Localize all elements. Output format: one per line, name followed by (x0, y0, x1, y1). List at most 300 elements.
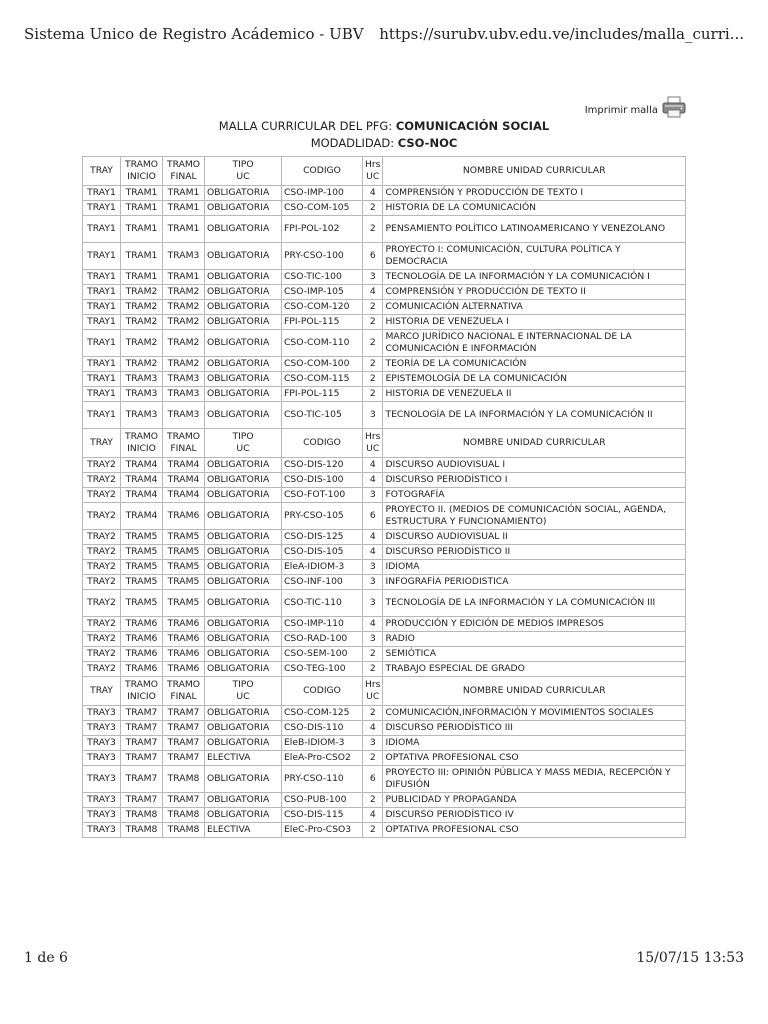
cell-tramo-final: TRAM7 (163, 706, 205, 721)
table-row (83, 186, 686, 201)
table-row (83, 243, 686, 270)
cell-hrs-uc: 3 (363, 560, 383, 575)
cell-tipo-uc: OBLIGATORIA (205, 372, 282, 387)
cell-tipo-uc: ELECTIVA (205, 751, 282, 766)
cell-tramo-inicio: TRAM2 (121, 285, 163, 300)
cell-nombre-uc: TEORÍA DE LA COMUNICACIÓN (383, 357, 686, 372)
cell-tipo-uc: OBLIGATORIA (205, 488, 282, 503)
cell-tray: TRAY1 (83, 285, 121, 300)
cell-nombre-uc: PROYECTO III: OPINIÓN PÚBLICA Y MASS MEDIA, RECEPCIÓN Y DIFUSIÓN (383, 766, 686, 793)
cell-tramo-inicio: TRAM7 (121, 793, 163, 808)
cell-tramo-final: TRAM8 (163, 808, 205, 823)
cell-tipo-uc: OBLIGATORIA (205, 300, 282, 315)
cell-tramo-final: TRAM4 (163, 473, 205, 488)
cell-tipo-uc: OBLIGATORIA (205, 808, 282, 823)
cell-tramo-inicio: TRAM7 (121, 736, 163, 751)
cell-tipo-uc: OBLIGATORIA (205, 793, 282, 808)
col-nombre-uc-header: NOMBRE UNIDAD CURRICULAR (383, 677, 686, 706)
cell-nombre-uc: MARCO JURÍDICO NACIONAL E INTERNACIONAL DE LA COMUNICACIÓN E INFORMACIÓN (383, 330, 686, 357)
cell-tray: TRAY2 (83, 458, 121, 473)
cell-hrs-uc: 4 (363, 473, 383, 488)
cell-tipo-uc: OBLIGATORIA (205, 721, 282, 736)
cell-tipo-uc: OBLIGATORIA (205, 285, 282, 300)
printer-icon[interactable] (662, 96, 686, 118)
cell-tramo-inicio: TRAM5 (121, 575, 163, 590)
malla-table-body (83, 157, 686, 838)
cell-tramo-final: TRAM5 (163, 530, 205, 545)
table-row (83, 590, 686, 617)
cell-codigo: CSO-IMP-105 (282, 285, 363, 300)
cell-nombre-uc: PENSAMIENTO POLÍTICO LATINOAMERICANO Y VENEZOLANO (383, 216, 686, 243)
cell-hrs-uc: 3 (363, 270, 383, 285)
cell-tray: TRAY2 (83, 590, 121, 617)
cell-tray: TRAY3 (83, 706, 121, 721)
table-header-row (83, 429, 686, 458)
cell-tramo-final: TRAM3 (163, 372, 205, 387)
cell-tramo-inicio: TRAM2 (121, 357, 163, 372)
cell-codigo: CSO-RAD-100 (282, 632, 363, 647)
malla-curricular-table (82, 156, 686, 838)
cell-nombre-uc: COMUNICACIÓN,INFORMACIÓN Y MOVIMIENTOS SOCIALES (383, 706, 686, 721)
table-row (83, 315, 686, 330)
cell-tray: TRAY1 (83, 357, 121, 372)
cell-tray: TRAY1 (83, 300, 121, 315)
cell-tramo-inicio: TRAM5 (121, 545, 163, 560)
table-row (83, 270, 686, 285)
cell-tramo-final: TRAM6 (163, 662, 205, 677)
cell-tipo-uc: OBLIGATORIA (205, 617, 282, 632)
table-row (83, 736, 686, 751)
cell-tramo-inicio: TRAM1 (121, 186, 163, 201)
table-row (83, 545, 686, 560)
cell-tray: TRAY3 (83, 736, 121, 751)
cell-tray: TRAY1 (83, 372, 121, 387)
cell-codigo: CSO-COM-120 (282, 300, 363, 315)
cell-codigo: CSO-COM-125 (282, 706, 363, 721)
cell-tramo-inicio: TRAM8 (121, 823, 163, 838)
col-tramo-inicio-header: TRAMO INICIO (121, 429, 163, 458)
cell-hrs-uc: 6 (363, 503, 383, 530)
cell-tramo-inicio: TRAM6 (121, 632, 163, 647)
cell-tray: TRAY2 (83, 503, 121, 530)
col-codigo-header: CODIGO (282, 677, 363, 706)
cell-codigo: FPI-POL-115 (282, 387, 363, 402)
cell-tray: TRAY3 (83, 793, 121, 808)
cell-codigo: CSO-DIS-115 (282, 808, 363, 823)
cell-hrs-uc: 4 (363, 617, 383, 632)
cell-tipo-uc: OBLIGATORIA (205, 530, 282, 545)
cell-nombre-uc: PROYECTO I: COMUNICACIÓN, CULTURA POLÍTICA Y DEMOCRACIA (383, 243, 686, 270)
cell-tipo-uc: OBLIGATORIA (205, 473, 282, 488)
cell-nombre-uc: TECNOLOGÍA DE LA INFORMACIÓN Y LA COMUNICACIÓN I (383, 270, 686, 285)
cell-codigo: CSO-COM-110 (282, 330, 363, 357)
cell-nombre-uc: DISCURSO PERIODÍSTICO IV (383, 808, 686, 823)
cell-nombre-uc: INFOGRAFÍA PERIODISTICA (383, 575, 686, 590)
cell-tray: TRAY3 (83, 721, 121, 736)
cell-nombre-uc: IDIOMA (383, 560, 686, 575)
cell-tramo-final: TRAM8 (163, 823, 205, 838)
cell-nombre-uc: PROYECTO II. (MEDIOS DE COMUNICACIÓN SOCIAL, AGENDA, ESTRUCTURA Y FUNCIONAMIENTO) (383, 503, 686, 530)
cell-hrs-uc: 2 (363, 793, 383, 808)
cell-tray: TRAY2 (83, 575, 121, 590)
col-tray-header: TRAY (83, 429, 121, 458)
cell-tramo-inicio: TRAM4 (121, 503, 163, 530)
table-row (83, 503, 686, 530)
cell-tramo-inicio: TRAM2 (121, 330, 163, 357)
cell-tramo-final: TRAM6 (163, 503, 205, 530)
cell-codigo: CSO-IMP-110 (282, 617, 363, 632)
col-tipo-uc-header: TIPO UC (205, 429, 282, 458)
table-row (83, 721, 686, 736)
table-row (83, 300, 686, 315)
table-row (83, 387, 686, 402)
cell-nombre-uc: IDIOMA (383, 736, 686, 751)
pfg-label: MALLA CURRICULAR DEL PFG: (218, 119, 396, 133)
cell-tipo-uc: OBLIGATORIA (205, 647, 282, 662)
cell-nombre-uc: DISCURSO PERIODÍSTICO III (383, 721, 686, 736)
cell-codigo: CSO-IMP-100 (282, 186, 363, 201)
cell-codigo: CSO-DIS-125 (282, 530, 363, 545)
cell-tramo-final: TRAM5 (163, 575, 205, 590)
cell-tray: TRAY2 (83, 632, 121, 647)
table-row (83, 793, 686, 808)
cell-codigo: CSO-TIC-100 (282, 270, 363, 285)
cell-tramo-final: TRAM8 (163, 766, 205, 793)
cell-codigo: CSO-TEG-100 (282, 662, 363, 677)
cell-codigo: PRY-CSO-100 (282, 243, 363, 270)
cell-nombre-uc: PUBLICIDAD Y PROPAGANDA (383, 793, 686, 808)
table-header-row (83, 157, 686, 186)
cell-tipo-uc: OBLIGATORIA (205, 662, 282, 677)
cell-tramo-inicio: TRAM7 (121, 766, 163, 793)
cell-tramo-inicio: TRAM2 (121, 315, 163, 330)
cell-codigo: EleA-IDIOM-3 (282, 560, 363, 575)
col-nombre-uc-header: NOMBRE UNIDAD CURRICULAR (383, 157, 686, 186)
table-row (83, 632, 686, 647)
cell-hrs-uc: 2 (363, 330, 383, 357)
cell-tray: TRAY2 (83, 545, 121, 560)
cell-tramo-inicio: TRAM4 (121, 458, 163, 473)
cell-codigo: EleA-Pro-CSO2 (282, 751, 363, 766)
cell-tramo-inicio: TRAM1 (121, 270, 163, 285)
cell-nombre-uc: TRABAJO ESPECIAL DE GRADO (383, 662, 686, 677)
page-header-url: https://surubv.ubv.edu.ve/includes/malla_curri... (379, 25, 744, 43)
cell-nombre-uc: DISCURSO AUDIOVISUAL II (383, 530, 686, 545)
cell-tramo-final: TRAM6 (163, 647, 205, 662)
cell-nombre-uc: TECNOLOGÍA DE LA INFORMACIÓN Y LA COMUNICACIÓN III (383, 590, 686, 617)
cell-tramo-inicio: TRAM4 (121, 473, 163, 488)
cell-codigo: CSO-COM-105 (282, 201, 363, 216)
cell-nombre-uc: TECNOLOGÍA DE LA INFORMACIÓN Y LA COMUNICACIÓN II (383, 402, 686, 429)
cell-tipo-uc: OBLIGATORIA (205, 458, 282, 473)
cell-tramo-final: TRAM2 (163, 315, 205, 330)
cell-codigo: CSO-INF-100 (282, 575, 363, 590)
cell-tramo-final: TRAM2 (163, 357, 205, 372)
cell-tramo-inicio: TRAM6 (121, 617, 163, 632)
table-row (83, 560, 686, 575)
cell-nombre-uc: PRODUCCIÓN Y EDICIÓN DE MEDIOS IMPRESOS (383, 617, 686, 632)
cell-tramo-final: TRAM5 (163, 545, 205, 560)
cell-hrs-uc: 2 (363, 387, 383, 402)
col-tramo-final-header: TRAMO FINAL (163, 429, 205, 458)
cell-hrs-uc: 2 (363, 357, 383, 372)
col-codigo-header: CODIGO (282, 157, 363, 186)
cell-codigo: CSO-TIC-105 (282, 402, 363, 429)
cell-hrs-uc: 6 (363, 243, 383, 270)
cell-tramo-inicio: TRAM2 (121, 300, 163, 315)
cell-tray: TRAY2 (83, 473, 121, 488)
table-row (83, 372, 686, 387)
print-malla-link[interactable] (585, 96, 686, 118)
cell-tramo-final: TRAM2 (163, 330, 205, 357)
table-row (83, 216, 686, 243)
cell-tray: TRAY1 (83, 330, 121, 357)
cell-tramo-inicio: TRAM7 (121, 706, 163, 721)
table-row (83, 488, 686, 503)
cell-tramo-inicio: TRAM8 (121, 808, 163, 823)
cell-hrs-uc: 3 (363, 575, 383, 590)
table-row (83, 530, 686, 545)
malla-titles (82, 118, 686, 152)
cell-nombre-uc: EPISTEMOLOGÍA DE LA COMUNICACIÓN (383, 372, 686, 387)
cell-tray: TRAY3 (83, 823, 121, 838)
cell-tramo-inicio: TRAM3 (121, 402, 163, 429)
table-header-row (83, 677, 686, 706)
cell-tramo-inicio: TRAM6 (121, 662, 163, 677)
cell-tray: TRAY1 (83, 402, 121, 429)
cell-hrs-uc: 2 (363, 823, 383, 838)
cell-tipo-uc: OBLIGATORIA (205, 201, 282, 216)
cell-nombre-uc: COMPRENSIÓN Y PRODUCCIÓN DE TEXTO I (383, 186, 686, 201)
col-nombre-uc-header: NOMBRE UNIDAD CURRICULAR (383, 429, 686, 458)
table-row (83, 458, 686, 473)
cell-tramo-inicio: TRAM5 (121, 560, 163, 575)
cell-nombre-uc: HISTORIA DE VENEZUELA I (383, 315, 686, 330)
col-hrs-uc-header: Hrs UC (363, 429, 383, 458)
table-row (83, 706, 686, 721)
cell-tipo-uc: OBLIGATORIA (205, 315, 282, 330)
cell-nombre-uc: HISTORIA DE VENEZUELA II (383, 387, 686, 402)
cell-hrs-uc: 2 (363, 647, 383, 662)
col-hrs-uc-header: Hrs UC (363, 157, 383, 186)
cell-hrs-uc: 4 (363, 545, 383, 560)
cell-tramo-inicio: TRAM3 (121, 387, 163, 402)
cell-tramo-inicio: TRAM7 (121, 721, 163, 736)
cell-tray: TRAY2 (83, 617, 121, 632)
cell-tipo-uc: OBLIGATORIA (205, 766, 282, 793)
cell-tramo-inicio: TRAM6 (121, 647, 163, 662)
cell-tramo-inicio: TRAM3 (121, 372, 163, 387)
cell-tramo-final: TRAM4 (163, 458, 205, 473)
cell-tray: TRAY2 (83, 647, 121, 662)
cell-tipo-uc: OBLIGATORIA (205, 402, 282, 429)
malla-title-line (82, 118, 686, 135)
cell-tramo-inicio: TRAM1 (121, 243, 163, 270)
cell-nombre-uc: OPTATIVA PROFESIONAL CSO (383, 751, 686, 766)
cell-tramo-final: TRAM7 (163, 751, 205, 766)
table-row (83, 201, 686, 216)
cell-tipo-uc: OBLIGATORIA (205, 632, 282, 647)
table-row (83, 647, 686, 662)
cell-tramo-inicio: TRAM1 (121, 201, 163, 216)
cell-tipo-uc: OBLIGATORIA (205, 706, 282, 721)
cell-tray: TRAY1 (83, 387, 121, 402)
cell-codigo: PRY-CSO-105 (282, 503, 363, 530)
cell-tipo-uc: OBLIGATORIA (205, 270, 282, 285)
cell-tramo-final: TRAM1 (163, 186, 205, 201)
table-row (83, 575, 686, 590)
cell-tramo-final: TRAM1 (163, 270, 205, 285)
cell-tramo-final: TRAM1 (163, 216, 205, 243)
cell-nombre-uc: COMPRENSIÓN Y PRODUCCIÓN DE TEXTO II (383, 285, 686, 300)
table-row (83, 285, 686, 300)
cell-tipo-uc: OBLIGATORIA (205, 387, 282, 402)
col-tramo-final-header: TRAMO FINAL (163, 157, 205, 186)
pfg-name: COMUNICACIÓN SOCIAL (395, 119, 550, 133)
cell-tramo-inicio: TRAM4 (121, 488, 163, 503)
cell-tipo-uc: OBLIGATORIA (205, 545, 282, 560)
cell-tramo-final: TRAM5 (163, 560, 205, 575)
cell-codigo: CSO-SEM-100 (282, 647, 363, 662)
cell-hrs-uc: 4 (363, 186, 383, 201)
cell-hrs-uc: 2 (363, 300, 383, 315)
page-counter: 1 de 6 (24, 950, 68, 966)
col-tray-header: TRAY (83, 157, 121, 186)
cell-tipo-uc: OBLIGATORIA (205, 330, 282, 357)
cell-tramo-final: TRAM2 (163, 285, 205, 300)
cell-hrs-uc: 2 (363, 315, 383, 330)
cell-hrs-uc: 3 (363, 736, 383, 751)
modalidad-label: MODADLIDAD: (310, 136, 398, 150)
cell-nombre-uc: COMUNICACIÓN ALTERNATIVA (383, 300, 686, 315)
print-malla-label[interactable]: Imprimir malla (584, 104, 658, 116)
cell-tipo-uc: OBLIGATORIA (205, 736, 282, 751)
cell-hrs-uc: 6 (363, 766, 383, 793)
cell-tray: TRAY3 (83, 766, 121, 793)
cell-hrs-uc: 4 (363, 808, 383, 823)
cell-codigo: CSO-PUB-100 (282, 793, 363, 808)
table-row (83, 662, 686, 677)
cell-nombre-uc: FOTOGRAFÍA (383, 488, 686, 503)
table-row (83, 330, 686, 357)
cell-codigo: CSO-TIC-110 (282, 590, 363, 617)
cell-tray: TRAY2 (83, 662, 121, 677)
cell-tipo-uc: OBLIGATORIA (205, 575, 282, 590)
page-header-title: Sistema Unico de Registro Acádemico - UBV (24, 25, 364, 43)
cell-tipo-uc: OBLIGATORIA (205, 503, 282, 530)
print-datetime: 15/07/15 13:53 (636, 950, 744, 966)
cell-tramo-final: TRAM4 (163, 488, 205, 503)
cell-hrs-uc: 2 (363, 662, 383, 677)
cell-codigo: PRY-CSO-110 (282, 766, 363, 793)
cell-codigo: CSO-DIS-110 (282, 721, 363, 736)
cell-tramo-inicio: TRAM5 (121, 590, 163, 617)
cell-tipo-uc: OBLIGATORIA (205, 357, 282, 372)
cell-codigo: FPI-POL-102 (282, 216, 363, 243)
cell-codigo: EleB-IDIOM-3 (282, 736, 363, 751)
cell-tramo-inicio: TRAM1 (121, 216, 163, 243)
cell-codigo: EleC-Pro-CSO3 (282, 823, 363, 838)
cell-codigo: CSO-DIS-120 (282, 458, 363, 473)
cell-tipo-uc: OBLIGATORIA (205, 243, 282, 270)
cell-codigo: CSO-COM-100 (282, 357, 363, 372)
cell-tramo-final: TRAM7 (163, 793, 205, 808)
cell-tray: TRAY1 (83, 315, 121, 330)
cell-tray: TRAY2 (83, 560, 121, 575)
cell-tipo-uc: OBLIGATORIA (205, 560, 282, 575)
cell-tramo-final: TRAM1 (163, 201, 205, 216)
col-tramo-final-header: TRAMO FINAL (163, 677, 205, 706)
cell-tray: TRAY3 (83, 751, 121, 766)
cell-hrs-uc: 3 (363, 590, 383, 617)
cell-tray: TRAY1 (83, 243, 121, 270)
cell-nombre-uc: DISCURSO AUDIOVISUAL I (383, 458, 686, 473)
modalidad-value: CSO-NOC (397, 136, 458, 150)
cell-tramo-final: TRAM2 (163, 300, 205, 315)
cell-tray: TRAY1 (83, 270, 121, 285)
cell-tipo-uc: OBLIGATORIA (205, 590, 282, 617)
cell-codigo: FPI-POL-115 (282, 315, 363, 330)
cell-tramo-final: TRAM3 (163, 402, 205, 429)
cell-tray: TRAY3 (83, 808, 121, 823)
col-codigo-header: CODIGO (282, 429, 363, 458)
cell-nombre-uc: HISTORIA DE LA COMUNICACIÓN (383, 201, 686, 216)
cell-hrs-uc: 4 (363, 530, 383, 545)
table-row (83, 751, 686, 766)
cell-tray: TRAY1 (83, 186, 121, 201)
cell-tramo-final: TRAM7 (163, 721, 205, 736)
table-row (83, 808, 686, 823)
cell-hrs-uc: 3 (363, 488, 383, 503)
cell-hrs-uc: 4 (363, 285, 383, 300)
table-row (83, 617, 686, 632)
cell-hrs-uc: 2 (363, 751, 383, 766)
cell-tramo-final: TRAM6 (163, 632, 205, 647)
cell-codigo: CSO-DIS-100 (282, 473, 363, 488)
cell-nombre-uc: DISCURSO PERIODÍSTICO I (383, 473, 686, 488)
cell-hrs-uc: 4 (363, 721, 383, 736)
cell-tray: TRAY2 (83, 488, 121, 503)
col-hrs-uc-header: Hrs UC (363, 677, 383, 706)
col-tramo-inicio-header: TRAMO INICIO (121, 157, 163, 186)
cell-nombre-uc: RADIO (383, 632, 686, 647)
col-tipo-uc-header: TIPO UC (205, 677, 282, 706)
table-row (83, 823, 686, 838)
cell-tramo-final: TRAM5 (163, 590, 205, 617)
col-tipo-uc-header: TIPO UC (205, 157, 282, 186)
cell-tray: TRAY1 (83, 216, 121, 243)
table-row (83, 402, 686, 429)
cell-tramo-final: TRAM7 (163, 736, 205, 751)
table-row (83, 766, 686, 793)
table-row (83, 357, 686, 372)
cell-tray: TRAY2 (83, 530, 121, 545)
modalidad-line (82, 135, 686, 152)
cell-nombre-uc: DISCURSO PERIODÍSTICO II (383, 545, 686, 560)
cell-tramo-inicio: TRAM5 (121, 530, 163, 545)
cell-nombre-uc: SEMIÓTICA (383, 647, 686, 662)
cell-tipo-uc: OBLIGATORIA (205, 216, 282, 243)
cell-hrs-uc: 2 (363, 201, 383, 216)
cell-tramo-final: TRAM3 (163, 387, 205, 402)
cell-codigo: CSO-FOT-100 (282, 488, 363, 503)
cell-codigo: CSO-COM-115 (282, 372, 363, 387)
cell-hrs-uc: 2 (363, 216, 383, 243)
cell-tray: TRAY1 (83, 201, 121, 216)
cell-hrs-uc: 2 (363, 706, 383, 721)
cell-hrs-uc: 2 (363, 372, 383, 387)
cell-hrs-uc: 4 (363, 458, 383, 473)
